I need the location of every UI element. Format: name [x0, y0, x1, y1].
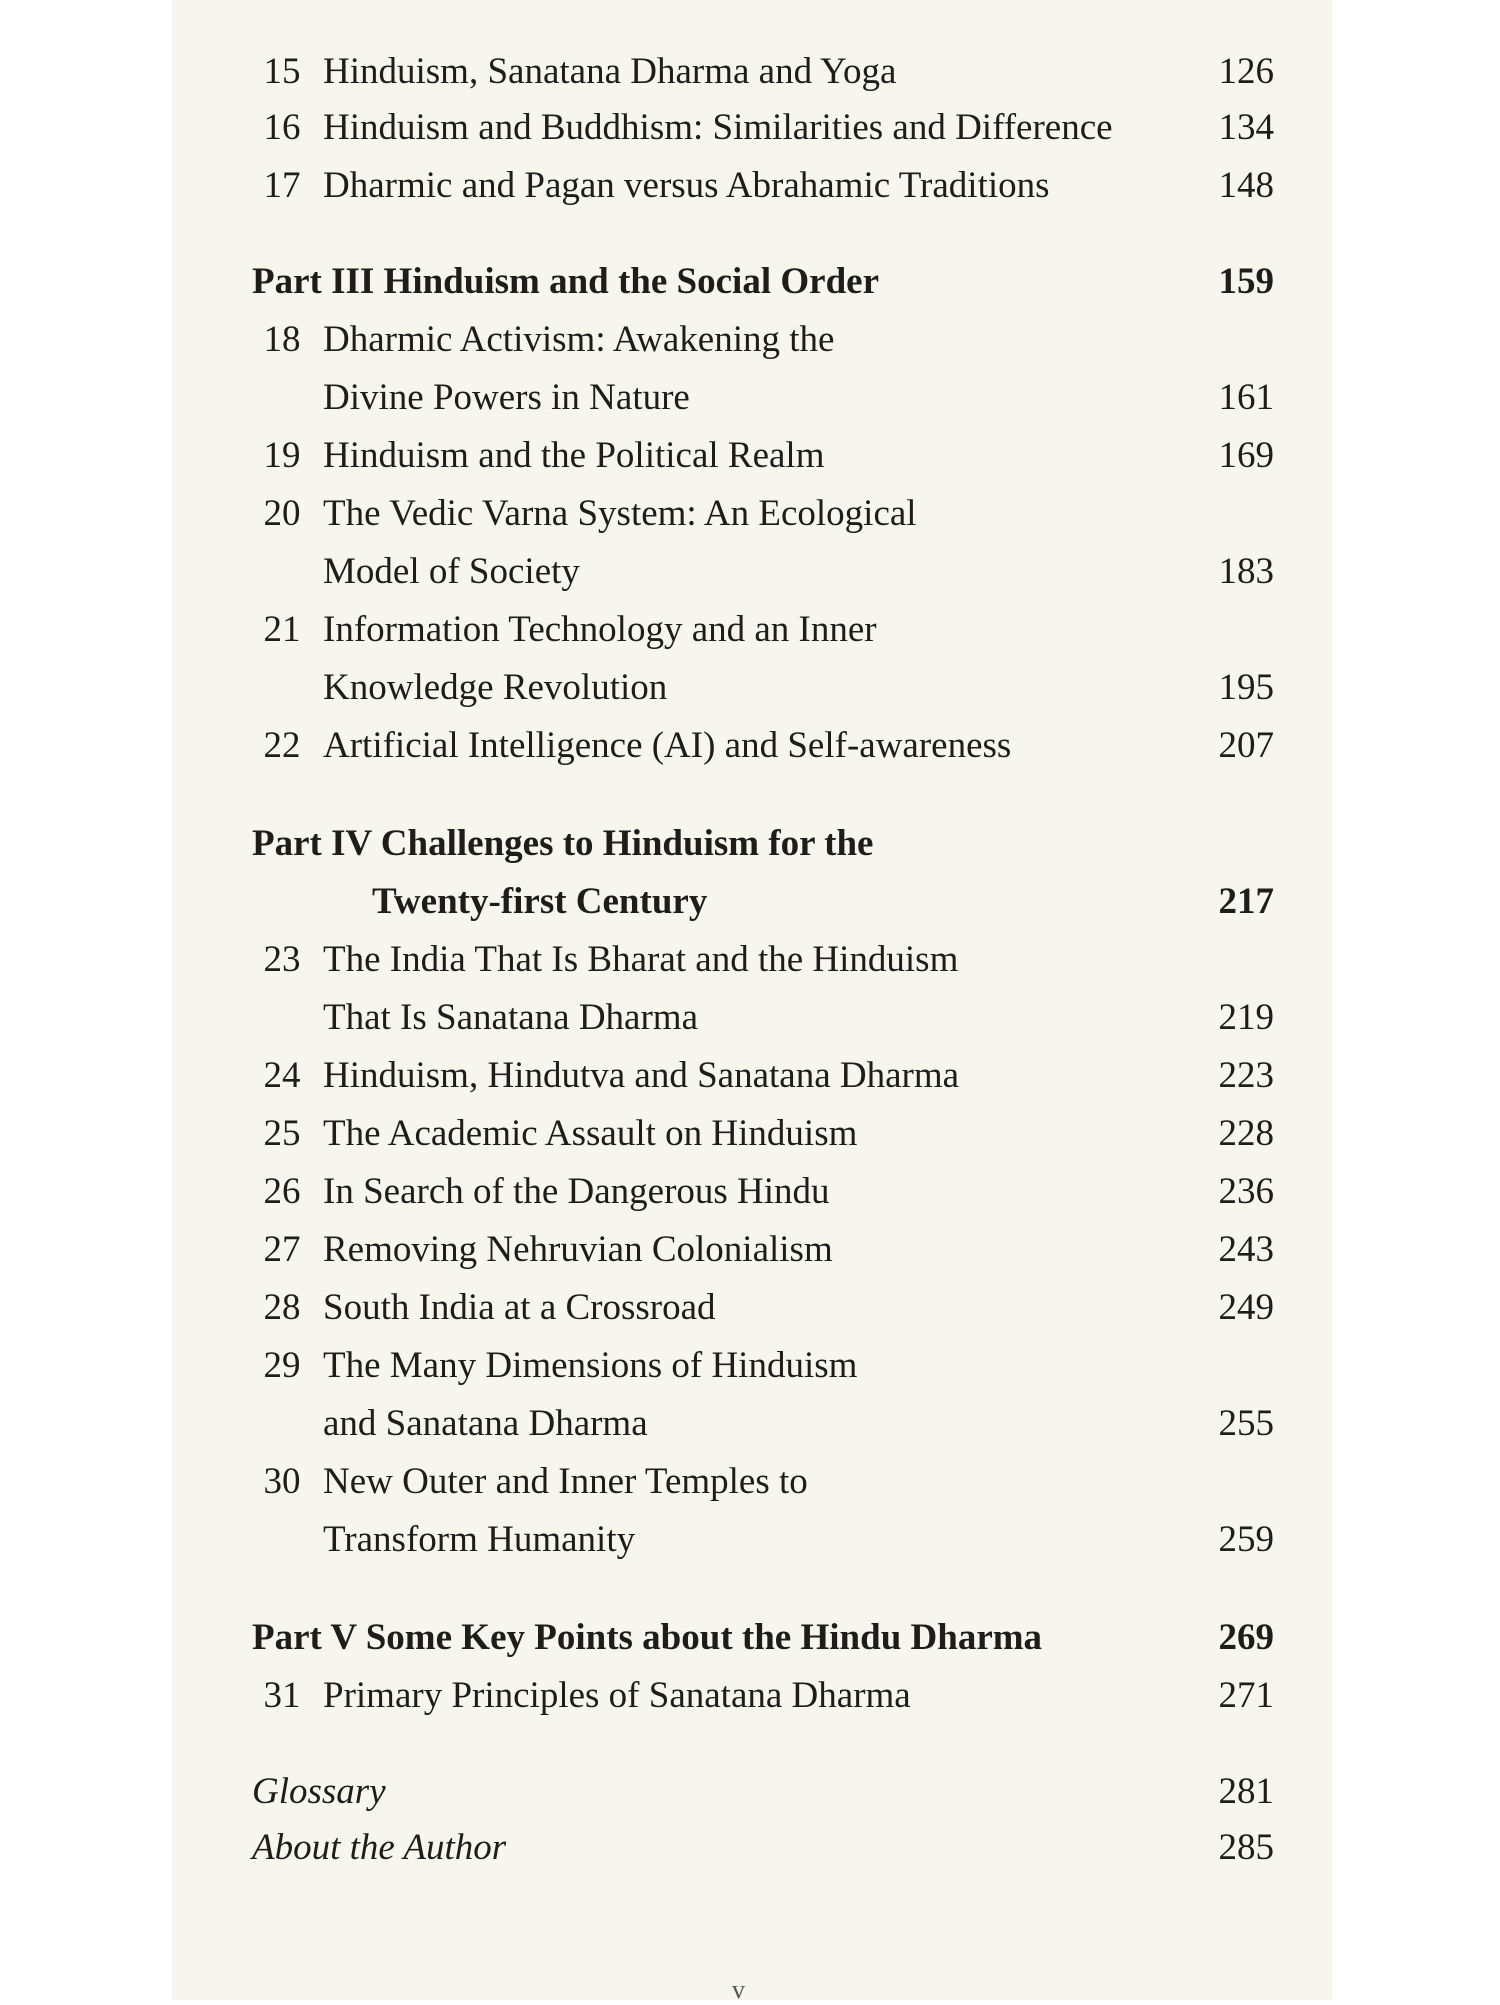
page-number: 255 [1218, 1403, 1274, 1444]
chapter-title: Hinduism and the Political Realm [323, 435, 825, 476]
chapter-number: 27 [263, 1229, 301, 1270]
part-heading [172, 260, 1332, 304]
chapter-number: 21 [263, 609, 301, 650]
toc-entry-continuation [172, 1402, 1332, 1446]
chapter-title: Model of Society [323, 551, 580, 592]
toc-entry-continuation [172, 1518, 1332, 1562]
toc-entry-continuation [172, 550, 1332, 594]
chapter-title: The Many Dimensions of Hinduism [323, 1345, 858, 1386]
chapter-number: 31 [263, 1675, 301, 1716]
page-number: 219 [1218, 997, 1274, 1038]
chapter-number: 29 [263, 1345, 301, 1386]
chapter-number: 28 [263, 1287, 301, 1328]
toc-entry-about-author [172, 1826, 1332, 1870]
part-title: Part III Hinduism and the Social Order [252, 261, 879, 302]
chapter-number: 26 [263, 1171, 301, 1212]
chapter-title: Hinduism and Buddhism: Similarities and Difference [323, 107, 1113, 148]
page-number: 126 [1218, 51, 1274, 92]
page-number: 195 [1218, 667, 1274, 708]
page-number: 236 [1218, 1171, 1274, 1212]
page-number: 217 [1218, 881, 1274, 922]
chapter-title: Removing Nehruvian Colonialism [323, 1229, 833, 1270]
toc-entry-continuation [172, 666, 1332, 710]
toc-entry [172, 1170, 1332, 1214]
chapter-title: The India That Is Bharat and the Hinduism [323, 939, 959, 980]
chapter-title: The Vedic Varna System: An Ecological [323, 493, 917, 534]
page-number: 183 [1218, 551, 1274, 592]
chapter-number: 30 [263, 1461, 301, 1502]
toc-entry [172, 1228, 1332, 1272]
chapter-number: 24 [263, 1055, 301, 1096]
page-number: 269 [1218, 1617, 1274, 1658]
chapter-title: Primary Principles of Sanatana Dharma [323, 1675, 911, 1716]
chapter-title: Information Technology and an Inner [323, 609, 877, 650]
chapter-title: Dharmic and Pagan versus Abrahamic Traditions [323, 165, 1050, 206]
toc-entry [172, 50, 1332, 94]
chapter-title: Hinduism, Sanatana Dharma and Yoga [323, 51, 897, 92]
toc-entry [172, 164, 1332, 208]
page-number: 228 [1218, 1113, 1274, 1154]
toc-entry-continuation [172, 376, 1332, 420]
part-heading [172, 822, 1332, 866]
toc-entry-continuation [172, 996, 1332, 1040]
page-number: 169 [1218, 435, 1274, 476]
page-number: 285 [1218, 1827, 1274, 1868]
part-heading-continuation [172, 880, 1332, 924]
chapter-title: Divine Powers in Nature [323, 377, 690, 418]
page-folio: v [732, 1975, 745, 2004]
page-number: 281 [1218, 1771, 1274, 1812]
page-number: 148 [1218, 165, 1274, 206]
page-number: 271 [1218, 1675, 1274, 1716]
page-number: 259 [1218, 1519, 1274, 1560]
toc-entry [172, 1286, 1332, 1330]
toc-entry [172, 1674, 1332, 1718]
page-number: 161 [1218, 377, 1274, 418]
chapter-title: Knowledge Revolution [323, 667, 668, 708]
chapter-number: 17 [263, 165, 301, 206]
part-heading [172, 1616, 1332, 1660]
back-matter-title: About the Author [252, 1827, 507, 1868]
chapter-number: 25 [263, 1113, 301, 1154]
page-number: 134 [1218, 107, 1274, 148]
chapter-number: 15 [263, 51, 301, 92]
chapter-number: 18 [263, 319, 301, 360]
part-title: Part IV Challenges to Hinduism for the [252, 823, 874, 864]
chapter-number: 23 [263, 939, 301, 980]
back-matter-title: Glossary [252, 1771, 386, 1812]
toc-entry [172, 1054, 1332, 1098]
book-page [172, 0, 1332, 2004]
toc-entry [172, 106, 1332, 150]
toc-entry [172, 938, 1332, 982]
page-number: 207 [1218, 725, 1274, 766]
chapter-title: and Sanatana Dharma [323, 1403, 648, 1444]
page-number: 243 [1218, 1229, 1274, 1270]
chapter-number: 16 [263, 107, 301, 148]
chapter-number: 20 [263, 493, 301, 534]
chapter-title: That Is Sanatana Dharma [323, 997, 698, 1038]
chapter-title: In Search of the Dangerous Hindu [323, 1171, 830, 1212]
toc-entry [172, 1460, 1332, 1504]
chapter-number: 22 [263, 725, 301, 766]
toc-entry-glossary [172, 1770, 1332, 1814]
toc-entry [172, 1344, 1332, 1388]
chapter-title: New Outer and Inner Temples to [323, 1461, 808, 1502]
page-number: 223 [1218, 1055, 1274, 1096]
toc-entry [172, 318, 1332, 362]
chapter-title: The Academic Assault on Hinduism [323, 1113, 858, 1154]
chapter-title: South India at a Crossroad [323, 1287, 716, 1328]
chapter-title: Dharmic Activism: Awakening the [323, 319, 835, 360]
chapter-number: 19 [263, 435, 301, 476]
page-number: 159 [1218, 261, 1274, 302]
part-title: Twenty-first Century [372, 881, 708, 922]
toc-entry [172, 1112, 1332, 1156]
toc-entry [172, 492, 1332, 536]
toc-entry [172, 724, 1332, 768]
toc-entry [172, 434, 1332, 478]
chapter-title: Artificial Intelligence (AI) and Self-awareness [323, 725, 1012, 766]
chapter-title: Hinduism, Hindutva and Sanatana Dharma [323, 1055, 960, 1096]
part-title: Part V Some Key Points about the Hindu Dharma [252, 1617, 1043, 1658]
page-number: 249 [1218, 1287, 1274, 1328]
toc-entry [172, 608, 1332, 652]
chapter-title: Transform Humanity [323, 1519, 636, 1560]
